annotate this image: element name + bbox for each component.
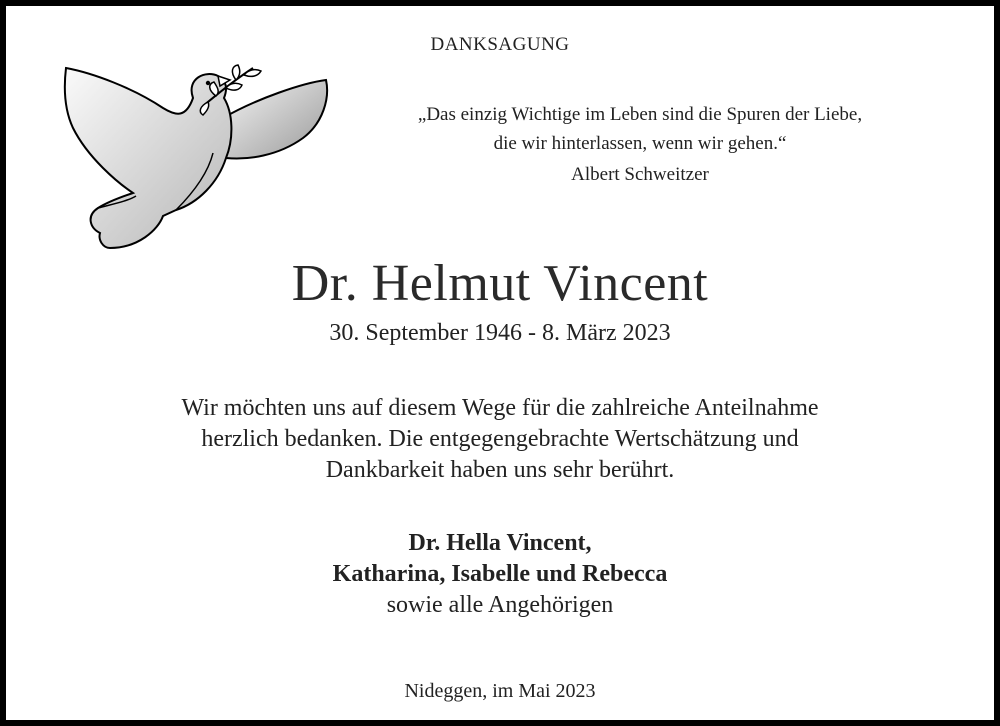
quote-text (340, 100, 940, 158)
deceased-name: Dr. Helmut Vincent (291, 255, 709, 312)
thank-you-message (0, 393, 1000, 486)
notice-heading: DANKSAGUNG (430, 34, 570, 55)
signers-block (0, 528, 1000, 621)
message-line-1: Wir möchten uns auf diesem Wege für die zahlreiche Anteilnahme (181, 395, 819, 421)
quote-line-1: „Das einzig Wichtige im Leben sind die Spuren der Liebe, (417, 104, 863, 125)
quote-author: Albert Schweitzer (571, 164, 709, 185)
signer-line-2: Katharina, Isabelle und Rebecca (332, 561, 668, 587)
message-line-3: Dankbarkeit haben uns sehr berührt. (325, 457, 675, 483)
signer-line-1: Dr. Hella Vincent, (408, 530, 592, 556)
message-line-2: herzlich bedanken. Die entgegengebrachte Wertschätzung und (201, 426, 799, 452)
dove-with-olive-branch-icon (58, 58, 333, 258)
place-and-date: Nideggen, im Mai 2023 (404, 680, 596, 702)
quote-line-2: die wir hinterlassen, wenn wir gehen.“ (493, 133, 787, 154)
life-dates: 30. September 1946 - 8. März 2023 (329, 320, 671, 346)
signer-line-3: sowie alle Angehörigen (386, 592, 614, 618)
